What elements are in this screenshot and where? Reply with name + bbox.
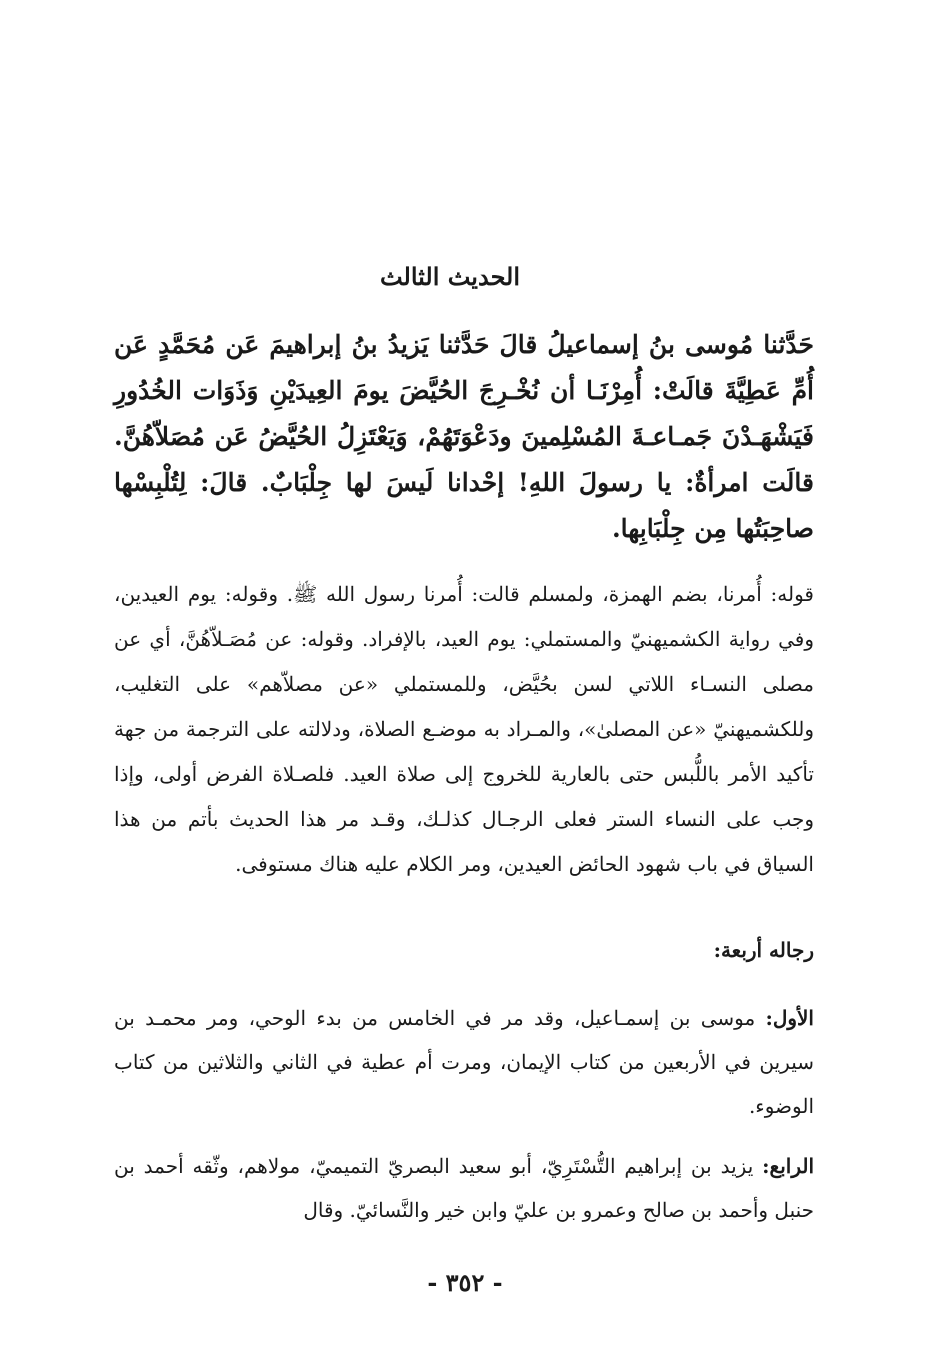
narrator-text: يزيد بن إبراهيم التُّسْتَرِيّ، أبو سعيد البصريّ التميميّ، مولاهم، وثّقه أحمد بن حنبل وأحمد بن صالح وعمرو بن عليّ وابن خير والنَّسائيّ. وقال <box>114 1154 814 1222</box>
hadith-text: حَدَّثنا مُوسى بنُ إسماعيلُ قالَ حَدَّثنا يَزيدُ بنُ إبراهيمَ عَن مُحَمَّدٍ عَن أُمِّ عَطِيَّةَ قالَتْ: أُمِرْنَـا أن نُخْـرِجَ الحُيَّضَ يومَ العِيدَيْنِ وَذَوَات الخُدُورِ فَيَشْهَـدْنَ جَمـاعـةَ المُسْلِمينَ ودَعْوَتَهُمْ، وَيَعْتَزِلُ الحُيَّضُ عَن مُصَلاّهُنَّ. قالَت امرأةٌ: يا رسولَ اللهِ! إحْدانا لَيسَ لها جِلْبَابٌ. قالَ: لِتُلْبِسْها صاحِبَتُها مِن جِلْبَابِها. <box>114 330 814 543</box>
narrators-heading: رجاله أربعة: <box>713 938 814 962</box>
narrator-entry-first <box>114 996 814 1128</box>
narrator-entry-fourth <box>114 1144 814 1232</box>
chapter-title: الحديث الثالث <box>379 262 521 291</box>
commentary-paragraph: قوله: أُمرنا، بضم الهمزة، ولمسلم قالت: أُمرنا رسول الله ﷺ. وقوله: يوم العيدين، وفي رواية الكشميهنيّ والمستملي: يوم العيد، بالإفراد. وقوله: عن مُصَـلاّهُنَّ، أي عن مصلى النسـاء اللاتي لسن بحُيَّض، وللمستملي «عن مصلاّهم» على التغليب، وللكشميهنيّ «عن المصلىٰ»، والمـراد به موضـع الصلاة، ودلالته على الترجمة من جهة تأكيد الأمر باللُّبس حتى بالعارية للخروج إلى صلاة العيد. فلصـلاة الفرض أولى، وإذا وجب على النساء الستر فعلى الرجـال كذلـك، وقـد مر هذا الحديث بأتم من هذا السياق في باب شهود الحائض العيدين، ومر الكلام عليه هناك مستوفى. <box>114 582 814 876</box>
narrator-label: الرابع: <box>762 1154 815 1178</box>
page-number: - ٣٥٢ - <box>427 1268 503 1297</box>
narrator-text: موسى بن إسمـاعيل، وقد مر في الخامس من بدء الوحي، ومر محمـد بن سيرين في الأربعين من كتاب الإيمان، ومرت أم عطية في الثاني والثلاثين من كتاب الوضوء. <box>114 1006 814 1118</box>
narrator-label: الأول: <box>765 1006 814 1030</box>
